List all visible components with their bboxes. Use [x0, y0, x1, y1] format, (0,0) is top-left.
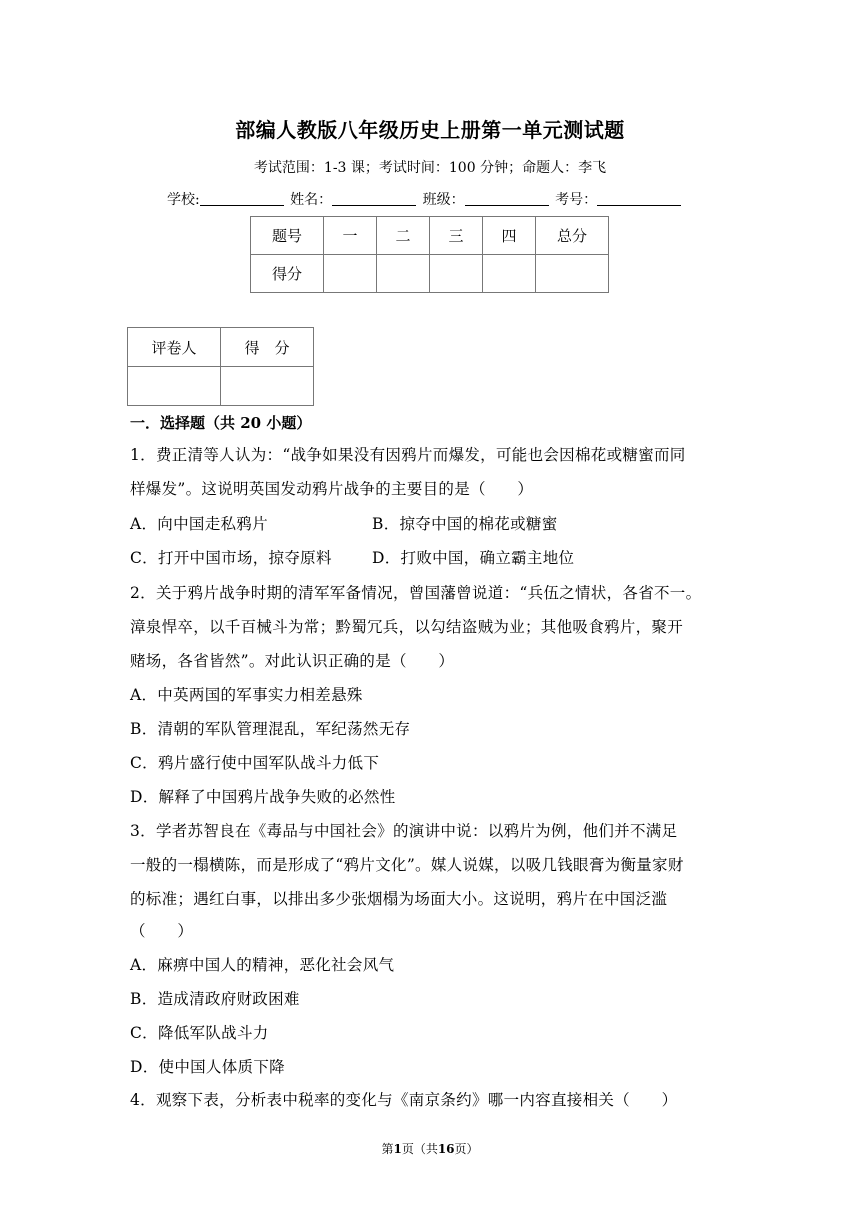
- score-header-cell: 总分: [536, 217, 609, 255]
- grader-input-row: [128, 367, 314, 406]
- name-label: 姓名：: [290, 192, 333, 208]
- question-2-option-d[interactable]: D．解释了中国鸦片战争失败的必然性: [130, 788, 396, 806]
- section-heading: 一．选择题（共 20 小题）: [130, 414, 312, 432]
- question-3-option-d[interactable]: D．使中国人体质下降: [130, 1058, 285, 1076]
- question-2-option-c[interactable]: C．鸦片盛行使中国军队战斗力低下: [130, 754, 380, 772]
- question-1-option-b[interactable]: B．掠夺中国的棉花或糖蜜: [372, 515, 558, 533]
- footer-prefix: 第: [381, 1142, 394, 1156]
- question-3-line-4: （ ）: [130, 922, 194, 940]
- score-row-label: 得分: [251, 255, 324, 293]
- score-header-cell: 四: [483, 217, 536, 255]
- question-1-option-d[interactable]: D．打败中国，确立霸主地位: [372, 549, 575, 567]
- question-1-line-2: 样爆发”。这说明英国发动鸦片战争的主要目的是（ ）: [130, 480, 534, 498]
- exam-number-label: 考号：: [555, 192, 598, 208]
- section-score-cell[interactable]: [221, 367, 314, 406]
- question-2-option-b[interactable]: B．清朝的军队管理混乱，军纪荡然无存: [130, 720, 411, 738]
- question-1-line-1: 1．费正清等人认为：“战争如果没有因鸦片而爆发，可能也会因棉花或糖蜜而同: [130, 446, 686, 464]
- question-1-option-a[interactable]: A．向中国走私鸦片: [130, 515, 268, 533]
- question-3-line-1: 3．学者苏智良在《毒品与中国社会》的演讲中说：以鸦片为例，他们并不满足: [130, 822, 678, 840]
- score-header-cell: 三: [430, 217, 483, 255]
- question-3-line-3: 的标准；遇红白事，以排出多少张烟榻为场面大小。这说明，鸦片在中国泛滥: [130, 890, 668, 908]
- score-label: 得 分: [221, 328, 314, 367]
- score-cell[interactable]: [430, 255, 483, 293]
- school-label: 学校:: [167, 192, 200, 208]
- class-label: 班级：: [422, 192, 465, 208]
- question-3-option-a[interactable]: A．麻痹中国人的精神，恶化社会风气: [130, 956, 395, 974]
- question-3-option-b[interactable]: B．造成清政府财政困难: [130, 990, 300, 1008]
- score-cell[interactable]: [483, 255, 536, 293]
- footer-middle: 页（共: [401, 1142, 438, 1156]
- grader-cell[interactable]: [128, 367, 221, 406]
- exam-info: 考试范围：1-3 课；考试时间：100 分钟；命题人：李飞: [253, 160, 607, 176]
- footer-total-pages: 16: [437, 1142, 455, 1156]
- score-header-cell: 题号: [251, 217, 324, 255]
- exam-number-blank: [597, 191, 681, 206]
- score-cell[interactable]: [324, 255, 377, 293]
- question-3-option-c[interactable]: C．降低军队战斗力: [130, 1024, 269, 1042]
- score-table: [250, 216, 609, 293]
- score-header-cell: 一: [324, 217, 377, 255]
- question-4-line-1: 4．观察下表，分析表中税率的变化与《南京条约》哪一内容直接相关（ ）: [130, 1091, 678, 1109]
- footer-page-number: 1: [393, 1142, 402, 1156]
- score-header-cell: 二: [377, 217, 430, 255]
- question-2-line-1: 2．关于鸦片战争时期的清军军备情况，曾国藩曾说道：“兵伍之情状，各省不一。: [130, 584, 702, 602]
- grader-header-row: [128, 328, 314, 367]
- question-2-line-2: 漳泉悍卒，以千百械斗为常；黔蜀冗兵，以勾结盗贼为业；其他吸食鸦片，聚开: [130, 618, 684, 636]
- page-footer: [0, 1140, 860, 1157]
- question-1-option-c[interactable]: C．打开中国市场，掠夺原料: [130, 549, 332, 567]
- score-table-header-row: [251, 217, 609, 255]
- name-blank: [332, 191, 416, 206]
- page-title: 部编人教版八年级历史上册第一单元测试题: [235, 118, 625, 142]
- score-cell[interactable]: [536, 255, 609, 293]
- question-2-line-3: 赌场，各省皆然”。对此认识正确的是（ ）: [130, 652, 455, 670]
- student-info-fields: [167, 189, 683, 209]
- question-3-line-2: 一般的一榻横陈，而是形成了“鸦片文化”。媒人说媒，以吸几钱眼膏为衡量家财: [130, 856, 684, 874]
- score-table-score-row: [251, 255, 609, 293]
- score-cell[interactable]: [377, 255, 430, 293]
- question-2-option-a[interactable]: A．中英两国的军事实力相差悬殊: [130, 686, 363, 704]
- grader-table: [127, 327, 314, 406]
- grader-label: 评卷人: [128, 328, 221, 367]
- footer-suffix: 页）: [454, 1142, 479, 1156]
- class-blank: [465, 191, 549, 206]
- school-blank: [200, 191, 284, 206]
